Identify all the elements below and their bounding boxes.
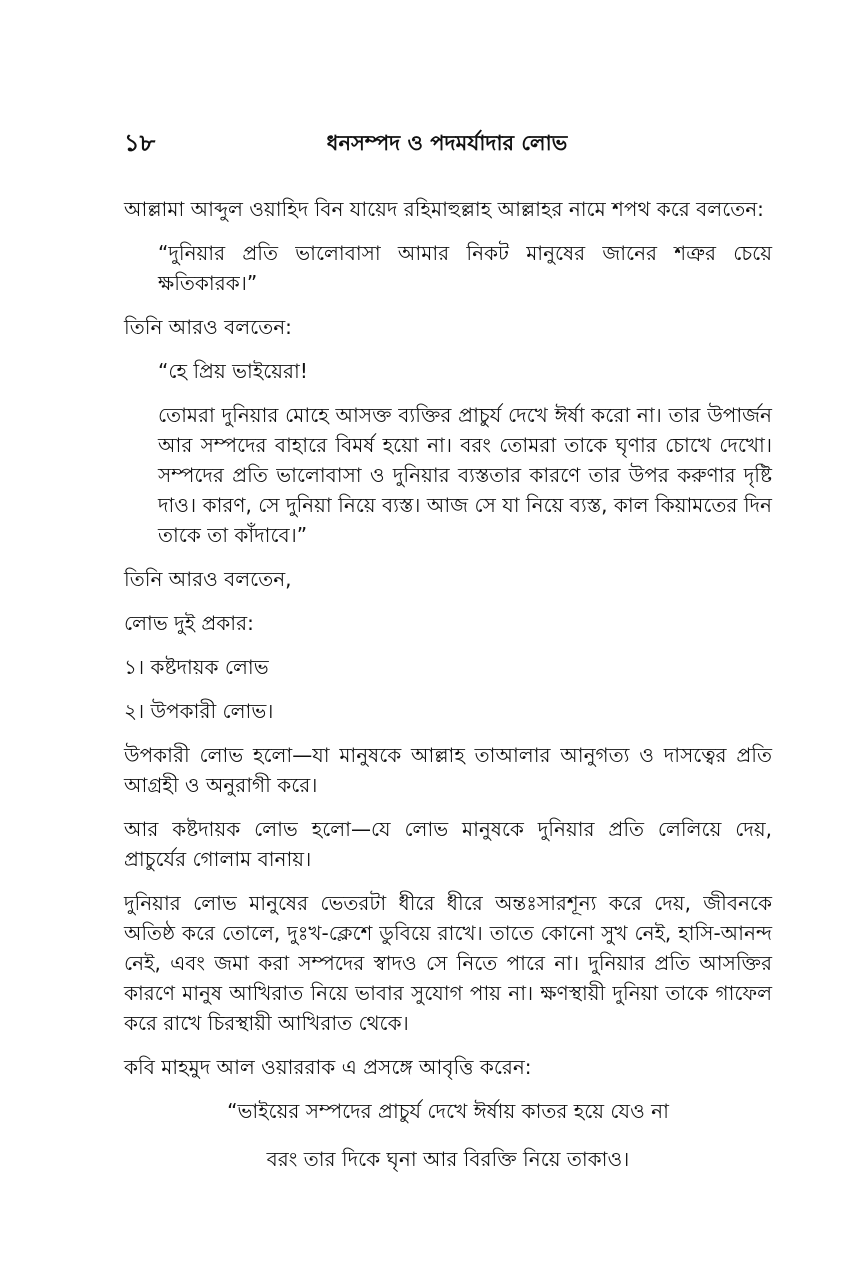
page-header [124,126,770,166]
paragraph-two-types: লোভ দুই প্রকার: [124,611,254,635]
paragraph-he-also-said-2: তিনি আরও বলতেন, [124,567,292,591]
page-body [124,194,772,1192]
running-title: ধনসম্পদ ও পদমর্যাদার লোভ [326,131,568,155]
page-number: ১৮ [124,129,156,157]
verse-line-2: বরং তার দিকে ঘৃনা আর বিরক্তি নিয়ে তাকাও। [266,1147,630,1171]
list-item-beneficial: ২। উপকারী লোভ। [124,699,274,723]
quote-second-body: তোমরা দুনিয়ার মোহে আসক্ত ব্যক্তির প্রাচুর্য দেখে ঈর্ষা করো না। তার উপার্জন আর সম্পদের বাহারে বিমর্ষ হয়ো না। বরং তোমরা তাকে ঘৃণার চোখে দেখো। সম্পদের প্রতি ভালোবাসা ও দুনিয়ার ব্যস্ততার কারণে তার উপর করুণার দৃষ্টি দাও। কারণ, সে দুনিয়া নিয়ে ব্যস্ত। আজ সে যা নিয়ে ব্যস্ত, কাল কিয়ামতের দিন তাকে তা কাঁদাবে।” [158,403,772,547]
quote-second-opening: “হে প্রিয় ভাইয়েরা! [158,359,308,383]
list-item-harmful: ১। কষ্টদায়ক লোভ [124,655,269,679]
paragraph-harmful-greed: আর কষ্টদায়ক লোভ হলো—যে লোভ মানুষকে দুনিয়ার প্রতি লেলিয়ে দেয়, প্রাচুর্যের গোলাম বানায়। [124,817,772,871]
paragraph-he-also-said: তিনি আরও বলতেন: [124,315,292,339]
quote-first: “দুনিয়ার প্রতি ভালোবাসা আমার নিকট মানুষের জানের শত্রুর চেয়ে ক্ষতিকারক।” [158,241,772,295]
verse-line-1: “ভাইয়ের সম্পদের প্রাচুর্য দেখে ঈর্ষায় কাতর হয়ে যেও না [227,1099,669,1123]
paragraph-poet-intro: কবি মাহমুদ আল ওয়াররাক এ প্রসঙ্গে আবৃত্তি করেন: [124,1055,532,1079]
paragraph-worldly-greed: দুনিয়ার লোভ মানুষের ভেতরটা ধীরে ধীরে অন্তঃসারশূন্য করে দেয়, জীবনকে অতিষ্ঠ করে তোলে, দুঃখ-ক্লেশে ডুবিয়ে রাখে। তাতে কোনো সুখ নেই, হাসি-আনন্দ নেই, এবং জমা করা সম্পদের স্বাদও সে নিতে পারে না। দুনিয়ার প্রতি আসক্তির কারণে মানুষ আখিরাত নিয়ে ভাবার সুযোগ পায় না। ক্ষণস্থায়ী দুনিয়া তাকে গাফেল করে রাখে চিরস্থায়ী আখিরাত থেকে। [124,891,772,1035]
paragraph-intro: আল্লামা আব্দুল ওয়াহিদ বিন যায়েদ রহিমাহুল্লাহ আল্লাহর নামে শপথ করে বলতেন: [124,197,764,221]
paragraph-beneficial-greed: উপকারী লোভ হলো—যা মানুষকে আল্লাহ তাআলার আনুগত্য ও দাসত্বের প্রতি আগ্রহী ও অনুরাগী করে। [124,743,772,797]
